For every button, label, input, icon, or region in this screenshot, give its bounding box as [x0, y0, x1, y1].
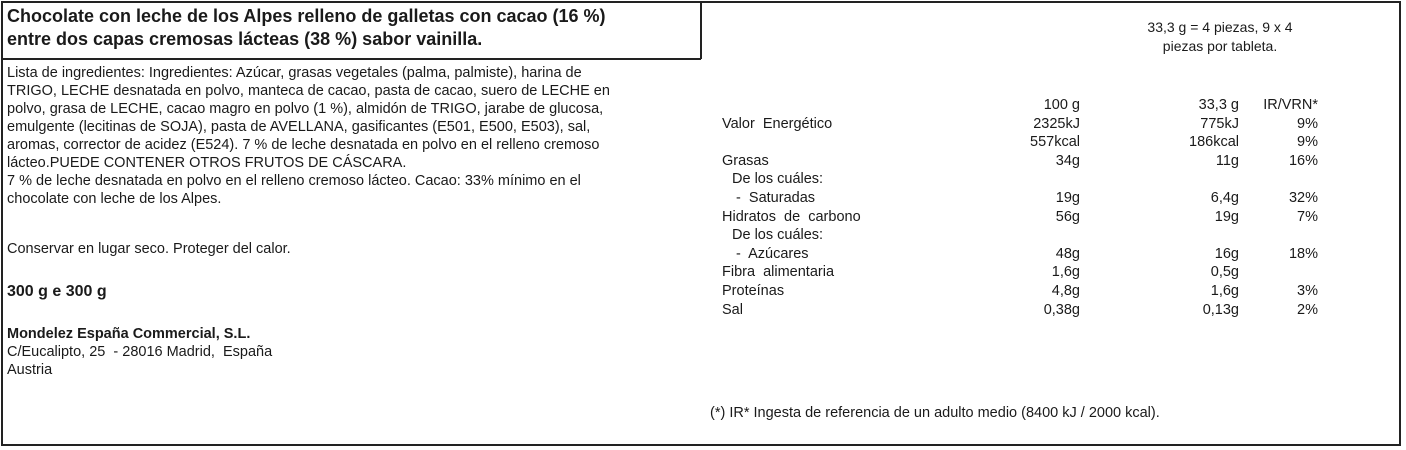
- ingredients-line: TRIGO, LECHE desnatada en polvo, manteca de cacao, pasta de cacao, suero de LECHE en: [7, 83, 610, 99]
- nutrition-label: Proteínas: [722, 282, 785, 299]
- value-ir-percent: 9%: [1297, 134, 1318, 151]
- nutrition-label: - Saturadas: [732, 189, 816, 206]
- ingredients-block: [7, 64, 697, 208]
- nutrition-row: [722, 152, 1322, 171]
- value-per-portion: 775kJ: [1200, 115, 1239, 132]
- serving-line: 33,3 g = 4 piezas, 9 x 4: [1147, 19, 1293, 35]
- nutrition-row: [722, 263, 1322, 282]
- title-vertical-divider: [700, 1, 702, 59]
- value-per-portion: 0,5g: [1210, 264, 1239, 281]
- net-quantity: 300 g e 300 g: [7, 283, 107, 300]
- nutrition-row: [722, 170, 1322, 189]
- nutrition-row: [722, 245, 1322, 264]
- value-per-portion: 0,13g: [1202, 301, 1239, 318]
- product-title: [7, 5, 697, 51]
- value-per-100g: 1,6g: [1051, 264, 1080, 281]
- value-per-portion: 6,4g: [1210, 189, 1239, 206]
- title-divider: [1, 58, 701, 60]
- ingredients-line: lácteo.PUEDE CONTENER OTROS FRUTOS DE CÁSCARA.: [7, 155, 407, 171]
- serving-info: [1100, 18, 1340, 56]
- title-line: entre dos capas cremosas lácteas (38 %) sabor vainilla.: [7, 29, 483, 49]
- value-per-100g: 0,38g: [1043, 301, 1080, 318]
- nutrition-row: [722, 189, 1322, 208]
- value-ir-percent: IR/VRN*: [1263, 97, 1318, 113]
- nutrition-label: - Azúcares: [732, 245, 809, 262]
- nutrition-label: Hidratos de carbono: [722, 208, 861, 225]
- nutrition-label: Valor Energético: [722, 115, 833, 132]
- value-ir-percent: 2%: [1297, 301, 1318, 318]
- company-name: Mondelez España Commercial, S.L.: [7, 326, 251, 342]
- value-ir-percent: 9%: [1297, 115, 1318, 132]
- nutrition-row: [722, 208, 1322, 227]
- value-per-100g: 557kcal: [1030, 134, 1080, 151]
- ingredients-line: Lista de ingredientes: Ingredientes: Azúcar, grasas vegetales (palma, palmiste), harina de: [7, 65, 582, 81]
- serving-line: piezas por tableta.: [1162, 38, 1278, 54]
- ingredients-line: 7 % de leche desnatada en polvo en el relleno cremoso lácteo. Cacao: 33% mínimo en el: [7, 173, 581, 189]
- nutrition-label: Grasas: [722, 152, 769, 169]
- value-ir-percent: 3%: [1297, 282, 1318, 299]
- nutrition-row: [722, 301, 1322, 320]
- nutrition-row: [722, 226, 1322, 245]
- nutrition-row: [722, 133, 1322, 152]
- nutrition-label: Sal: [722, 301, 743, 318]
- value-per-100g: 56g: [1055, 208, 1080, 225]
- value-per-portion: 16g: [1214, 245, 1239, 262]
- value-per-portion: 19g: [1214, 208, 1239, 225]
- value-ir-percent: 32%: [1288, 189, 1318, 206]
- company-block: [7, 325, 272, 379]
- ingredients-line: chocolate con leche de los Alpes.: [7, 191, 222, 207]
- nutrition-label: De los cuáles:: [732, 227, 824, 244]
- value-per-100g: 2325kJ: [1033, 115, 1080, 132]
- value-per-100g: 34g: [1055, 152, 1080, 169]
- nutrition-label: De los cuáles:: [732, 171, 824, 188]
- company-address: C/Eucalipto, 25 - 28016 Madrid, España: [7, 344, 273, 360]
- value-per-100g: 100 g: [1043, 97, 1080, 113]
- value-per-100g: 19g: [1055, 189, 1080, 206]
- storage-instructions: Conservar en lugar seco. Proteger del calor.: [7, 241, 291, 257]
- ingredients-line: emulgente (lecitinas de SOJA), pasta de AVELLANA, gasificantes (E501, E500, E503), sal,: [7, 119, 591, 135]
- nutrition-footnote: (*) IR* Ingesta de referencia de un adulto medio (8400 kJ / 2000 kcal).: [710, 405, 1160, 421]
- value-per-portion: 186kcal: [1189, 134, 1239, 151]
- value-per-100g: 48g: [1055, 245, 1080, 262]
- nutrition-row: [722, 96, 1322, 115]
- value-ir-percent: 18%: [1288, 245, 1318, 262]
- nutrition-row: [722, 282, 1322, 301]
- title-line: Chocolate con leche de los Alpes relleno de galletas con cacao (16 %): [7, 6, 606, 26]
- value-per-portion: 1,6g: [1210, 282, 1239, 299]
- value-ir-percent: 16%: [1288, 152, 1318, 169]
- nutrition-table: [722, 96, 1322, 319]
- value-per-portion: 33,3 g: [1198, 97, 1239, 113]
- value-per-100g: 4,8g: [1051, 282, 1080, 299]
- nutrition-row: [722, 115, 1322, 134]
- value-per-portion: 11g: [1215, 152, 1239, 169]
- value-ir-percent: 7%: [1297, 208, 1318, 225]
- ingredients-line: aromas, corrector de acidez (E524). 7 % de leche desnatada en polvo en el relleno cremoso: [7, 137, 600, 153]
- ingredients-line: polvo, grasa de LECHE, cacao magro en polvo (1 %), almidón de TRIGO, jarabe de glucosa,: [7, 101, 604, 117]
- nutrition-label: Fibra alimentaria: [722, 264, 835, 281]
- company-country: Austria: [7, 362, 53, 378]
